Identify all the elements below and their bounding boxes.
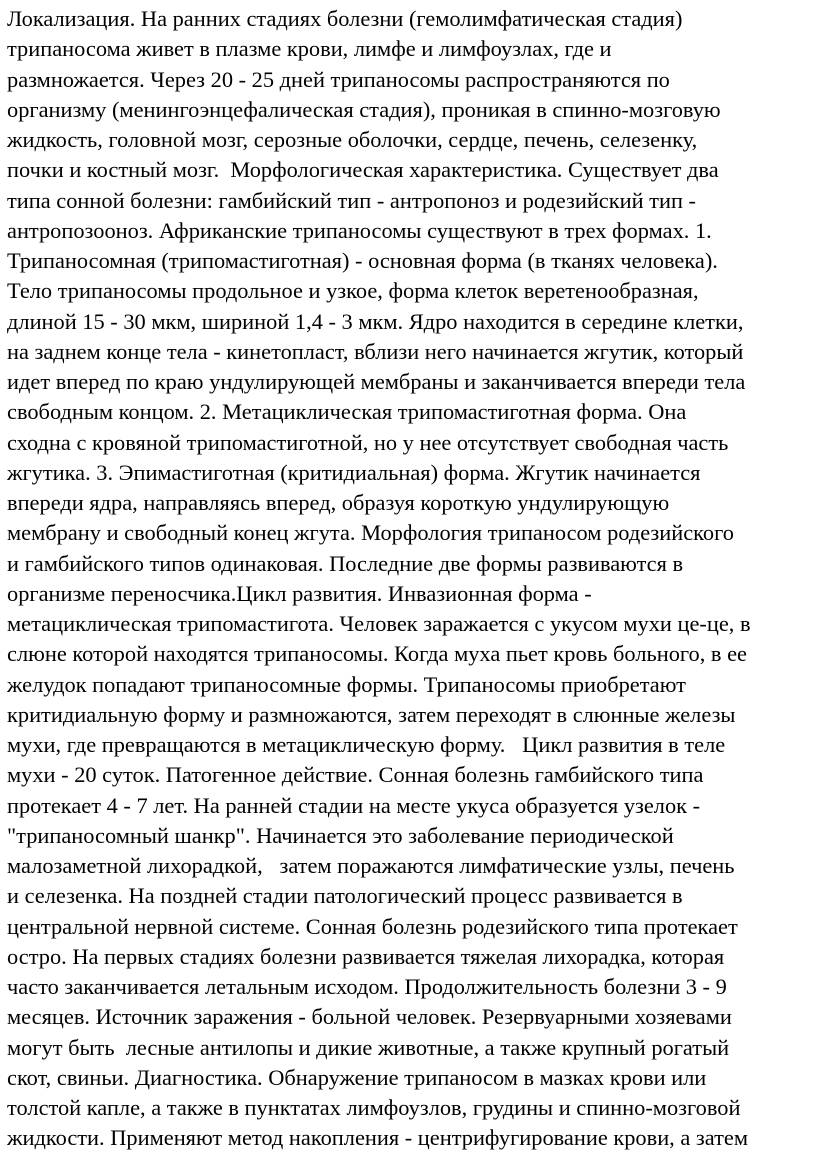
document-body-text: [7, 4, 815, 1154]
text-line: Локализация. На ранних стадиях болезни (гемолимфатическая стадия): [7, 6, 683, 31]
text-line: месяцев. Источник заражения - больной человек. Резервуарными хозяевами: [7, 1004, 732, 1030]
text-line: остро. На первых стадиях болезни развивается тяжелая лихорадка, которая: [7, 943, 725, 969]
text-line: могут быть лесные антилопы и дикие животные, а также крупный рогатый: [7, 1034, 730, 1060]
text-line: протекает 4 - 7 лет. На ранней стадии на месте укуса образуется узелок -: [7, 792, 701, 818]
text-line: трипаносома живет в плазме крови, лимфе и лимфоузлах, где и: [7, 36, 612, 62]
text-line: "трипаносомный шанкр". Начинается это заболевание периодической: [7, 822, 674, 848]
text-line: антропозооноз. Африканские трипаносомы существуют в трех формах. 1.: [7, 217, 712, 243]
text-line: часто заканчивается летальным исходом. Продолжительность болезни 3 - 9: [7, 974, 727, 999]
text-line: жгутика. 3. Эпимастиготная (критидиальная) форма. Жгутик начинается: [7, 459, 701, 485]
text-line: слюне которой находятся трипаносомы. Когда муха пьет кровь больного, в ее: [7, 641, 747, 667]
text-line: типа сонной болезни: гамбийский тип - антропоноз и родезийский тип -: [7, 187, 696, 213]
text-line: длиной 15 - 30 мкм, шириной 1,4 - 3 мкм. Ядро находится в середине клетки,: [7, 308, 744, 334]
text-line: мухи, где превращаются в метациклическую форму. Цикл развития в теле: [7, 732, 726, 757]
text-line: жидкость, головной мозг, серозные оболочки, сердце, печень, селезенку,: [7, 127, 698, 152]
text-line: критидиальную форму и размножаются, затем переходят в слюнные железы: [7, 701, 736, 727]
text-line: центральной нервной системе. Сонная болезнь родезийского типа протекает: [7, 913, 738, 939]
text-line: размножается. Через 20 - 25 дней трипаносомы распространяются по: [7, 66, 670, 92]
text-line: сходна с кровяной трипомастиготной, но у нее отсутствует свободная часть: [7, 429, 729, 455]
text-line: мухи - 20 суток. Патогенное действие. Сонная болезнь гамбийского типа: [7, 762, 704, 788]
text-line: малозаметной лихорадкой, затем поражаются лимфатические узлы, печень: [7, 853, 735, 878]
text-line: свободным концом. 2. Метациклическая трипомастиготная форма. Она: [7, 399, 687, 425]
text-line: и селезенка. На поздней стадии патологический процесс развивается в: [7, 883, 683, 909]
text-line: организму (менингоэнцефалическая стадия), проникая в спинно-мозговую: [7, 96, 721, 122]
text-line: организме переносчика.Цикл развития. Инвазионная форма -: [7, 580, 592, 606]
text-line: почки и костный мозг. Морфологическая характеристика. Существует два: [7, 157, 719, 183]
text-line: скот, свиньи. Диагностика. Обнаружение трипаносом в мазках крови или: [7, 1064, 707, 1090]
text-line: впереди ядра, направляясь вперед, образуя короткую ундулирующую: [7, 490, 670, 515]
text-line: Тело трипаносомы продольное и узкое, форма клеток веретенообразная,: [7, 278, 699, 304]
text-line: и гамбийского типов одинаковая. Последние две формы развиваются в: [7, 550, 684, 576]
text-line: Трипаносомная (трипомастиготная) - основная форма (в тканях человека).: [7, 248, 718, 273]
text-line: на заднем конце тела - кинетопласт, вблизи него начинается жгутик, который: [7, 338, 744, 364]
text-line: жидкости. Применяют метод накопления - центрифугирование крови, а затем: [7, 1125, 748, 1151]
text-line: мембрану и свободный конец жгута. Морфология трипаносом родезийского: [7, 520, 734, 546]
text-line: идет вперед по краю ундулирующей мембраны и заканчивается впереди тела: [7, 369, 746, 394]
text-line: толстой капле, а также в пунктатах лимфоузлов, грудины и спинно-мозговой: [7, 1095, 741, 1120]
text-line: желудок попадают трипаносомные формы. Трипаносомы приобретают: [7, 671, 686, 697]
text-line: метациклическая трипомастигота. Человек заражается с укусом мухи це-це, в: [7, 611, 751, 636]
